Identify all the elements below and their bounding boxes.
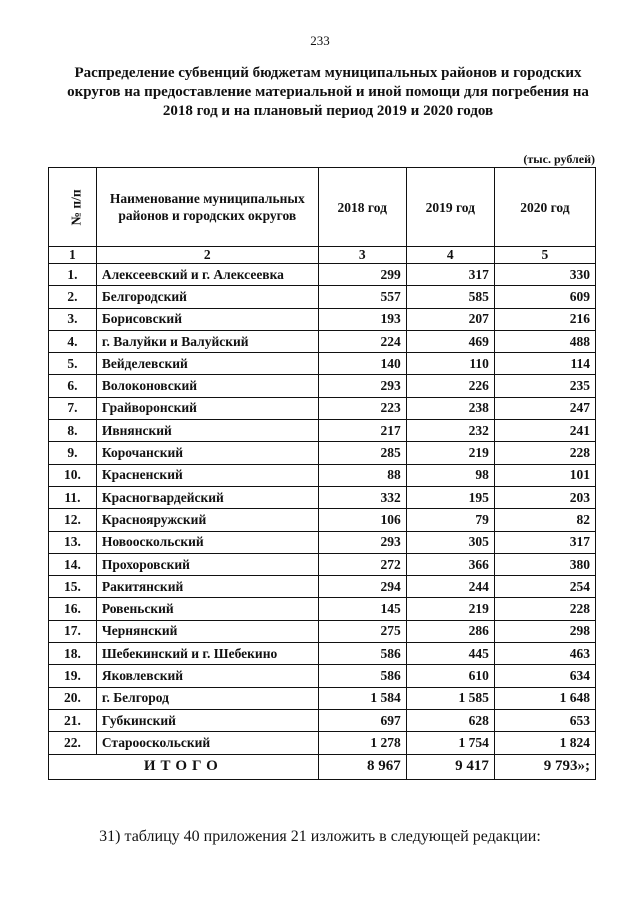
value-2020: 241 bbox=[494, 420, 595, 442]
row-number: 1. bbox=[49, 264, 97, 286]
total-row bbox=[49, 754, 596, 779]
value-2020: 82 bbox=[494, 509, 595, 531]
row-name: Красногвардейский bbox=[96, 486, 318, 508]
row-name: Чернянский bbox=[96, 620, 318, 642]
value-2018: 1 278 bbox=[318, 732, 406, 754]
value-2019: 219 bbox=[406, 598, 494, 620]
row-name: Волоконовский bbox=[96, 375, 318, 397]
row-number: 17. bbox=[49, 620, 97, 642]
value-2019: 244 bbox=[406, 576, 494, 598]
value-2018: 272 bbox=[318, 553, 406, 575]
value-2020: 330 bbox=[494, 264, 595, 286]
table-row bbox=[49, 598, 596, 620]
page-number: 233 bbox=[310, 33, 330, 48]
value-2018: 275 bbox=[318, 620, 406, 642]
row-name: Ракитянский bbox=[96, 576, 318, 598]
table-row bbox=[49, 486, 596, 508]
row-number: 18. bbox=[49, 643, 97, 665]
footer-text: 31) таблицу 40 приложения 21 изложить в следующей редакции: bbox=[99, 828, 541, 845]
value-2019: 1 585 bbox=[406, 687, 494, 709]
value-2019: 469 bbox=[406, 330, 494, 352]
row-number: 15. bbox=[49, 576, 97, 598]
header-2018: 2018 год bbox=[318, 168, 406, 247]
row-number: 12. bbox=[49, 509, 97, 531]
column-number: 5 bbox=[494, 247, 595, 264]
value-2020: 203 bbox=[494, 486, 595, 508]
value-2019: 110 bbox=[406, 353, 494, 375]
table-row bbox=[49, 576, 596, 598]
total-2020: 9 793»; bbox=[494, 754, 595, 779]
value-2018: 586 bbox=[318, 665, 406, 687]
row-name: Шебекинский и г. Шебекино bbox=[96, 643, 318, 665]
value-2018: 285 bbox=[318, 442, 406, 464]
value-2018: 299 bbox=[318, 264, 406, 286]
table-row bbox=[49, 286, 596, 308]
value-2020: 1 648 bbox=[494, 687, 595, 709]
row-number: 6. bbox=[49, 375, 97, 397]
row-name: Краснояружский bbox=[96, 509, 318, 531]
row-number: 9. bbox=[49, 442, 97, 464]
value-2018: 294 bbox=[318, 576, 406, 598]
value-2020: 634 bbox=[494, 665, 595, 687]
table-row bbox=[49, 509, 596, 531]
units-label: (тыс. рублей) bbox=[523, 152, 595, 166]
row-number: 13. bbox=[49, 531, 97, 553]
value-2019: 317 bbox=[406, 264, 494, 286]
total-2019: 9 417 bbox=[406, 754, 494, 779]
column-number: 3 bbox=[318, 247, 406, 264]
value-2018: 88 bbox=[318, 464, 406, 486]
value-2020: 247 bbox=[494, 397, 595, 419]
table-row bbox=[49, 464, 596, 486]
value-2019: 226 bbox=[406, 375, 494, 397]
value-2020: 114 bbox=[494, 353, 595, 375]
value-2019: 628 bbox=[406, 709, 494, 731]
column-number: 1 bbox=[49, 247, 97, 264]
document-title: Распределение субвенций бюджетам муниципальных районов и городских округов на предоставление материальной и иной помощи для погребения на 2018 год и на плановый период 2019 и 2020 годов bbox=[67, 65, 589, 119]
header-2019: 2019 год bbox=[406, 168, 494, 247]
value-2020: 488 bbox=[494, 330, 595, 352]
row-number: 3. bbox=[49, 308, 97, 330]
row-name: Белгородский bbox=[96, 286, 318, 308]
row-name: Грайворонский bbox=[96, 397, 318, 419]
subventions-table bbox=[48, 167, 596, 780]
value-2019: 1 754 bbox=[406, 732, 494, 754]
value-2020: 228 bbox=[494, 442, 595, 464]
table-row bbox=[49, 442, 596, 464]
value-2019: 286 bbox=[406, 620, 494, 642]
value-2020: 101 bbox=[494, 464, 595, 486]
header-row bbox=[49, 168, 596, 247]
row-number: 16. bbox=[49, 598, 97, 620]
value-2019: 305 bbox=[406, 531, 494, 553]
value-2018: 293 bbox=[318, 531, 406, 553]
value-2019: 445 bbox=[406, 643, 494, 665]
value-2018: 557 bbox=[318, 286, 406, 308]
value-2020: 463 bbox=[494, 643, 595, 665]
table-row bbox=[49, 665, 596, 687]
table-row bbox=[49, 330, 596, 352]
column-number: 2 bbox=[96, 247, 318, 264]
value-2019: 238 bbox=[406, 397, 494, 419]
value-2020: 609 bbox=[494, 286, 595, 308]
row-name: Борисовский bbox=[96, 308, 318, 330]
value-2018: 145 bbox=[318, 598, 406, 620]
row-name: Ровеньский bbox=[96, 598, 318, 620]
row-name: г. Белгород bbox=[96, 687, 318, 709]
value-2020: 317 bbox=[494, 531, 595, 553]
row-name: Ивнянский bbox=[96, 420, 318, 442]
value-2018: 140 bbox=[318, 353, 406, 375]
row-number: 2. bbox=[49, 286, 97, 308]
table-row bbox=[49, 732, 596, 754]
row-number: 8. bbox=[49, 420, 97, 442]
table-row bbox=[49, 643, 596, 665]
table-row bbox=[49, 264, 596, 286]
row-number: 20. bbox=[49, 687, 97, 709]
row-number: 5. bbox=[49, 353, 97, 375]
row-name: Алексеевский и г. Алексеевка bbox=[96, 264, 318, 286]
table-row bbox=[49, 420, 596, 442]
value-2019: 219 bbox=[406, 442, 494, 464]
row-name: г. Валуйки и Валуйский bbox=[96, 330, 318, 352]
value-2020: 380 bbox=[494, 553, 595, 575]
table-row bbox=[49, 531, 596, 553]
value-2018: 217 bbox=[318, 420, 406, 442]
value-2018: 332 bbox=[318, 486, 406, 508]
value-2018: 193 bbox=[318, 308, 406, 330]
value-2020: 235 bbox=[494, 375, 595, 397]
table-row bbox=[49, 375, 596, 397]
total-2018: 8 967 bbox=[318, 754, 406, 779]
header-name: Наименование муниципальных районов и городских округов bbox=[96, 168, 318, 247]
value-2019: 195 bbox=[406, 486, 494, 508]
table-row bbox=[49, 553, 596, 575]
value-2019: 232 bbox=[406, 420, 494, 442]
value-2020: 216 bbox=[494, 308, 595, 330]
value-2018: 224 bbox=[318, 330, 406, 352]
value-2018: 223 bbox=[318, 397, 406, 419]
row-name: Корочанский bbox=[96, 442, 318, 464]
value-2020: 254 bbox=[494, 576, 595, 598]
value-2019: 207 bbox=[406, 308, 494, 330]
table-row bbox=[49, 308, 596, 330]
row-name: Новооскольский bbox=[96, 531, 318, 553]
value-2019: 366 bbox=[406, 553, 494, 575]
table-row bbox=[49, 709, 596, 731]
row-number: 10. bbox=[49, 464, 97, 486]
row-name: Старооскольский bbox=[96, 732, 318, 754]
column-numbers-row bbox=[49, 247, 596, 264]
value-2020: 1 824 bbox=[494, 732, 595, 754]
value-2019: 610 bbox=[406, 665, 494, 687]
table-row bbox=[49, 687, 596, 709]
row-number: 19. bbox=[49, 665, 97, 687]
header-2020: 2020 год bbox=[494, 168, 595, 247]
value-2019: 585 bbox=[406, 286, 494, 308]
value-2019: 79 bbox=[406, 509, 494, 531]
table-row bbox=[49, 397, 596, 419]
column-number: 4 bbox=[406, 247, 494, 264]
row-number: 14. bbox=[49, 553, 97, 575]
value-2020: 653 bbox=[494, 709, 595, 731]
value-2018: 1 584 bbox=[318, 687, 406, 709]
row-name: Вейделевский bbox=[96, 353, 318, 375]
table-row bbox=[49, 620, 596, 642]
row-name: Прохоровский bbox=[96, 553, 318, 575]
value-2020: 228 bbox=[494, 598, 595, 620]
value-2018: 293 bbox=[318, 375, 406, 397]
row-number: 4. bbox=[49, 330, 97, 352]
value-2018: 586 bbox=[318, 643, 406, 665]
value-2018: 697 bbox=[318, 709, 406, 731]
row-name: Яковлевский bbox=[96, 665, 318, 687]
row-name: Красненский bbox=[96, 464, 318, 486]
row-number: 11. bbox=[49, 486, 97, 508]
row-number: 22. bbox=[49, 732, 97, 754]
value-2019: 98 bbox=[406, 464, 494, 486]
header-num: № п/п bbox=[49, 168, 97, 247]
value-2020: 298 bbox=[494, 620, 595, 642]
row-number: 21. bbox=[49, 709, 97, 731]
total-label: ИТОГО bbox=[49, 754, 319, 779]
value-2018: 106 bbox=[318, 509, 406, 531]
row-number: 7. bbox=[49, 397, 97, 419]
table-row bbox=[49, 353, 596, 375]
row-name: Губкинский bbox=[96, 709, 318, 731]
